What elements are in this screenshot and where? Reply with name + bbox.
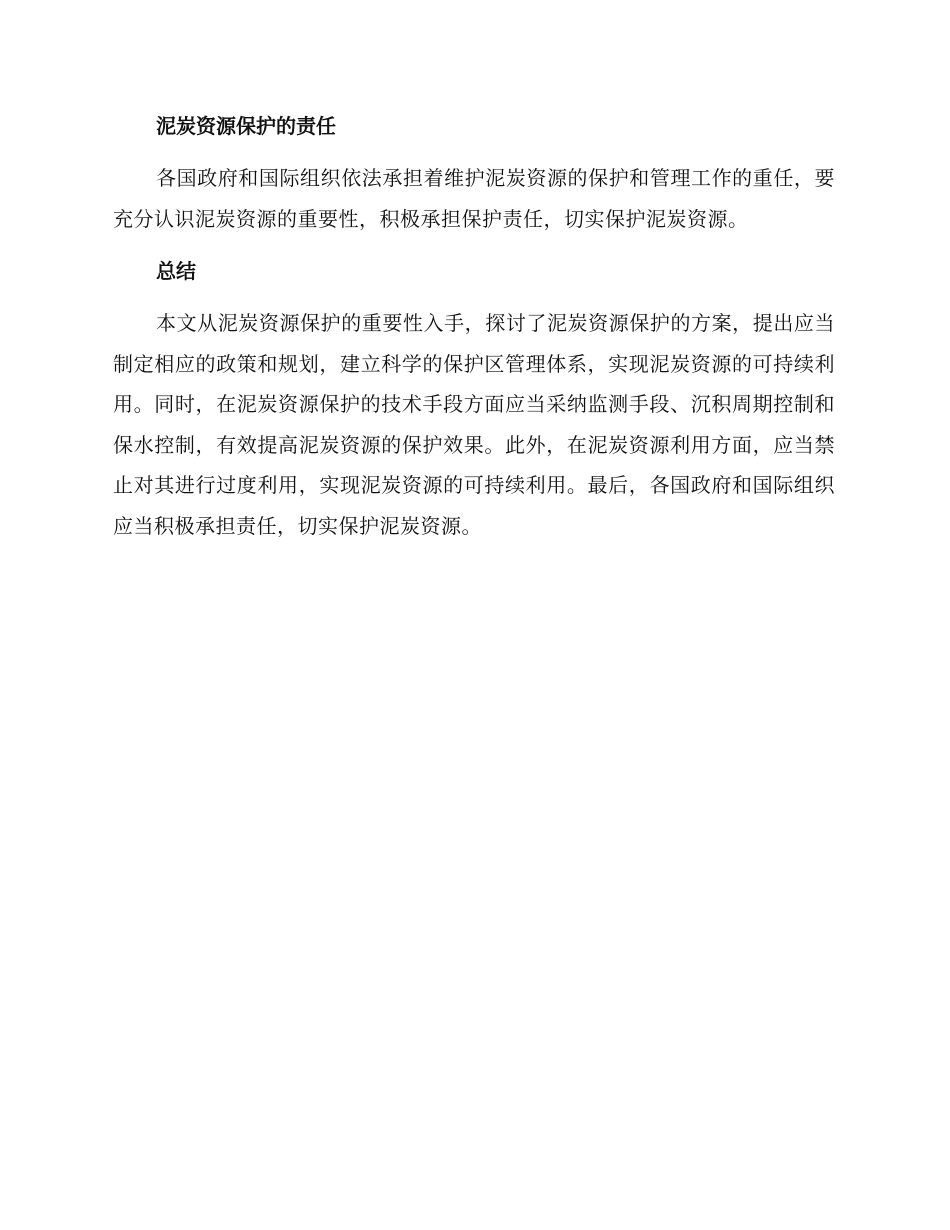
section-heading-summary: 总结 [156, 259, 196, 283]
section-body-summary: 本文从泥炭资源保护的重要性入手，探讨了泥炭资源保护的方案，提出应当制定相应的政策和规划，建立科学的保护区管理体系，实现泥炭资源的可持续利用。同时，在泥炭资源保护的技术手段方面应当采纳监测手段、沉积周期控制和保水控制，有效提高泥炭资源的保护效果。此外，在泥炭资源利用方面，应当禁止对其进行过度利用，实现泥炭资源的可持续利用。最后，各国政府和国际组织应当积极承担责任，切实保护泥炭资源。 [113, 311, 835, 538]
section-heading-responsibility: 泥炭资源保护的责任 [156, 114, 336, 138]
document-page [113, 106, 835, 558]
section-body-responsibility: 各国政府和国际组织依法承担着维护泥炭资源的保护和管理工作的重任，要充分认识泥炭资源的重要性，积极承担保护责任，切实保护泥炭资源。 [113, 166, 835, 231]
